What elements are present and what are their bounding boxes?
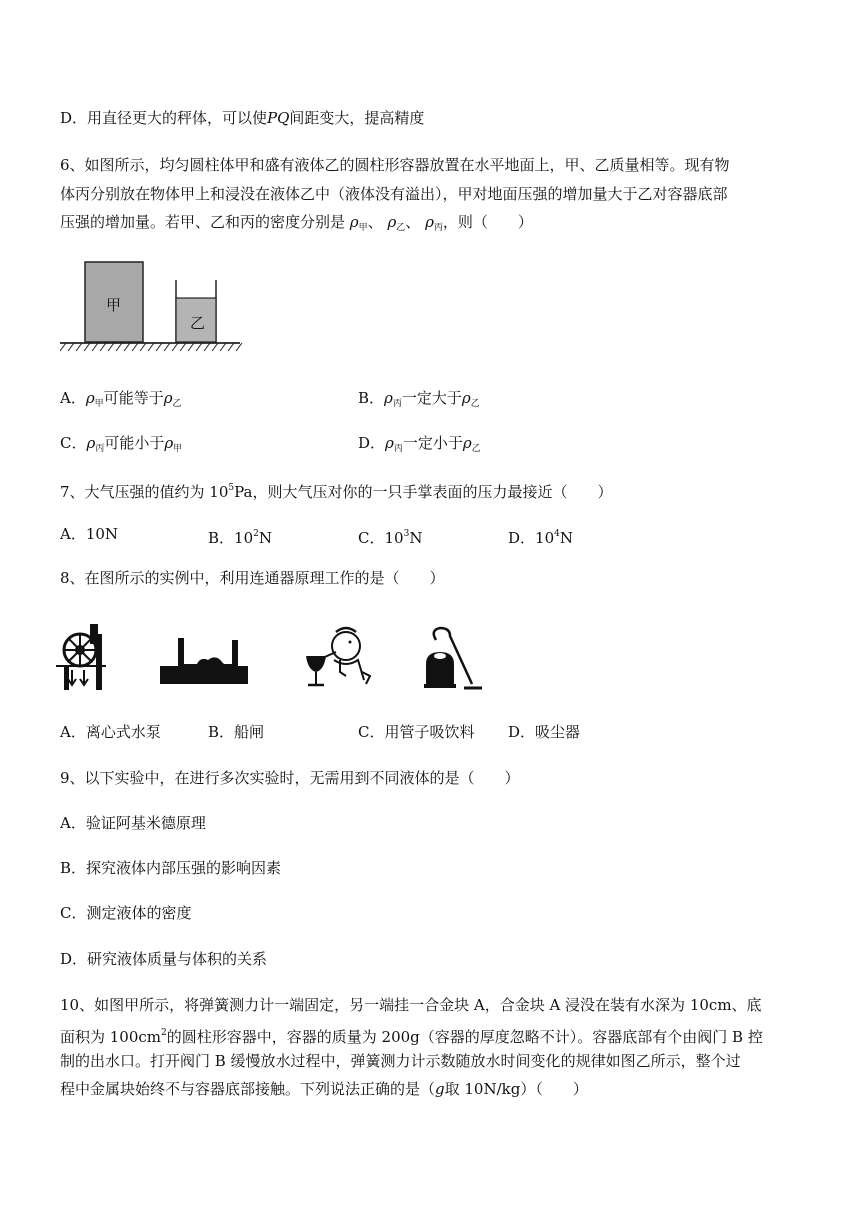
q8-straw-drink-image (300, 624, 372, 690)
q9-option-c: C．测定液体的密度 (60, 904, 192, 922)
q5-option-d-text: D．用直径更大的秤体，可以使 (60, 109, 268, 127)
q7-option-c: C．$10^3N$ (358, 529, 423, 547)
q9-option-d: D．研究液体质量与体积的关系 (60, 950, 268, 968)
q8-stem: 8、在图所示的实例中，利用连通器原理工作的是（ ） (60, 569, 445, 587)
q8-ship-lock-image (160, 636, 248, 684)
q6-stem-line2: 体丙分别放在物体甲上和浸没在液体乙中（液体没有溢出），甲对地面压强的增加量大于乙对容器底部 (60, 185, 728, 203)
q6-ground-hatch (60, 343, 242, 351)
q7-stem: 7、大气压强的值约为 $10^5Pa$，则大气压对你的一只手掌表面的压力最接近（ ） (60, 483, 613, 501)
q8-option-a: A．离心式水泵 (60, 723, 161, 741)
q7-option-b: B．$10^2N$ (208, 529, 272, 547)
q8-vacuum-cleaner-image (420, 626, 484, 692)
q8-option-b: B．船闸 (208, 723, 265, 741)
q8-option-d: D．吸尘器 (508, 723, 581, 741)
q6-figure-label-yi: 乙 (190, 314, 206, 332)
q6-stem-line1: 6、如图所示，均匀圆柱体甲和盛有液体乙的圆柱形容器放置在水平地面上，甲、乙质量相等。现有物 (60, 156, 730, 174)
q6-figure-label-jia: 甲 (106, 296, 122, 314)
q10-stem-line2: 面积为 $100cm^2$的圆柱形容器中，容器的质量为 200g（容器的厚度忽略不计）。容器底部有个由阀门 B 控 (60, 1028, 763, 1046)
q7-option-a: A．10N (60, 525, 119, 543)
q6-option-a: A．$\rho_甲$可能等于$\rho_乙$ (60, 389, 182, 409)
q10-stem-line1: 10、如图甲所示，将弹簧测力计一端固定，另一端挂一合金块 A，合金块 A 浸没在装有水深为 10cm、底 (60, 996, 762, 1014)
q6-option-d: D．$\rho_丙$一定小于$\rho_乙$ (358, 434, 481, 454)
q10-stem-line3: 制的出水口。打开阀门 B 缓慢放水过程中，弹簧测力计示数随放水时间变化的规律如图乙所示，整个过 (60, 1052, 741, 1070)
q9-stem: 9、以下实验中，在进行多次实验时，无需用到不同液体的是（ ） (60, 769, 520, 787)
q7-option-d: D．$10^4N$ (508, 529, 573, 547)
q6-option-b: B．$\rho_丙$一定大于$\rho_乙$ (358, 389, 480, 409)
q10-stem-line4: 程中金属块始终不与容器底部接触。下列说法正确的是（g取 10N/kg）（ ） (60, 1080, 588, 1098)
q6-stem-line3: 压强的增加量。若甲、乙和丙的密度分别是 $\rho_甲$、 $\rho_乙$、 $\rho_丙$，则（ ） (60, 213, 533, 233)
q8-option-c: C．用管子吸饮料 (358, 723, 475, 741)
q5-pq-label: PQ (267, 109, 290, 127)
q9-option-b: B．探究液体内部压强的影响因素 (60, 859, 282, 877)
q8-pump-image (56, 622, 112, 690)
q9-option-a: A．验证阿基米德原理 (60, 814, 206, 832)
q6-option-c: C．$\rho_丙$可能小于$\rho_甲$ (60, 434, 183, 454)
q6-figure (60, 255, 245, 355)
q5-option-d (60, 108, 424, 128)
q5-option-d-tail: 间距变大，提高精度 (289, 109, 425, 127)
